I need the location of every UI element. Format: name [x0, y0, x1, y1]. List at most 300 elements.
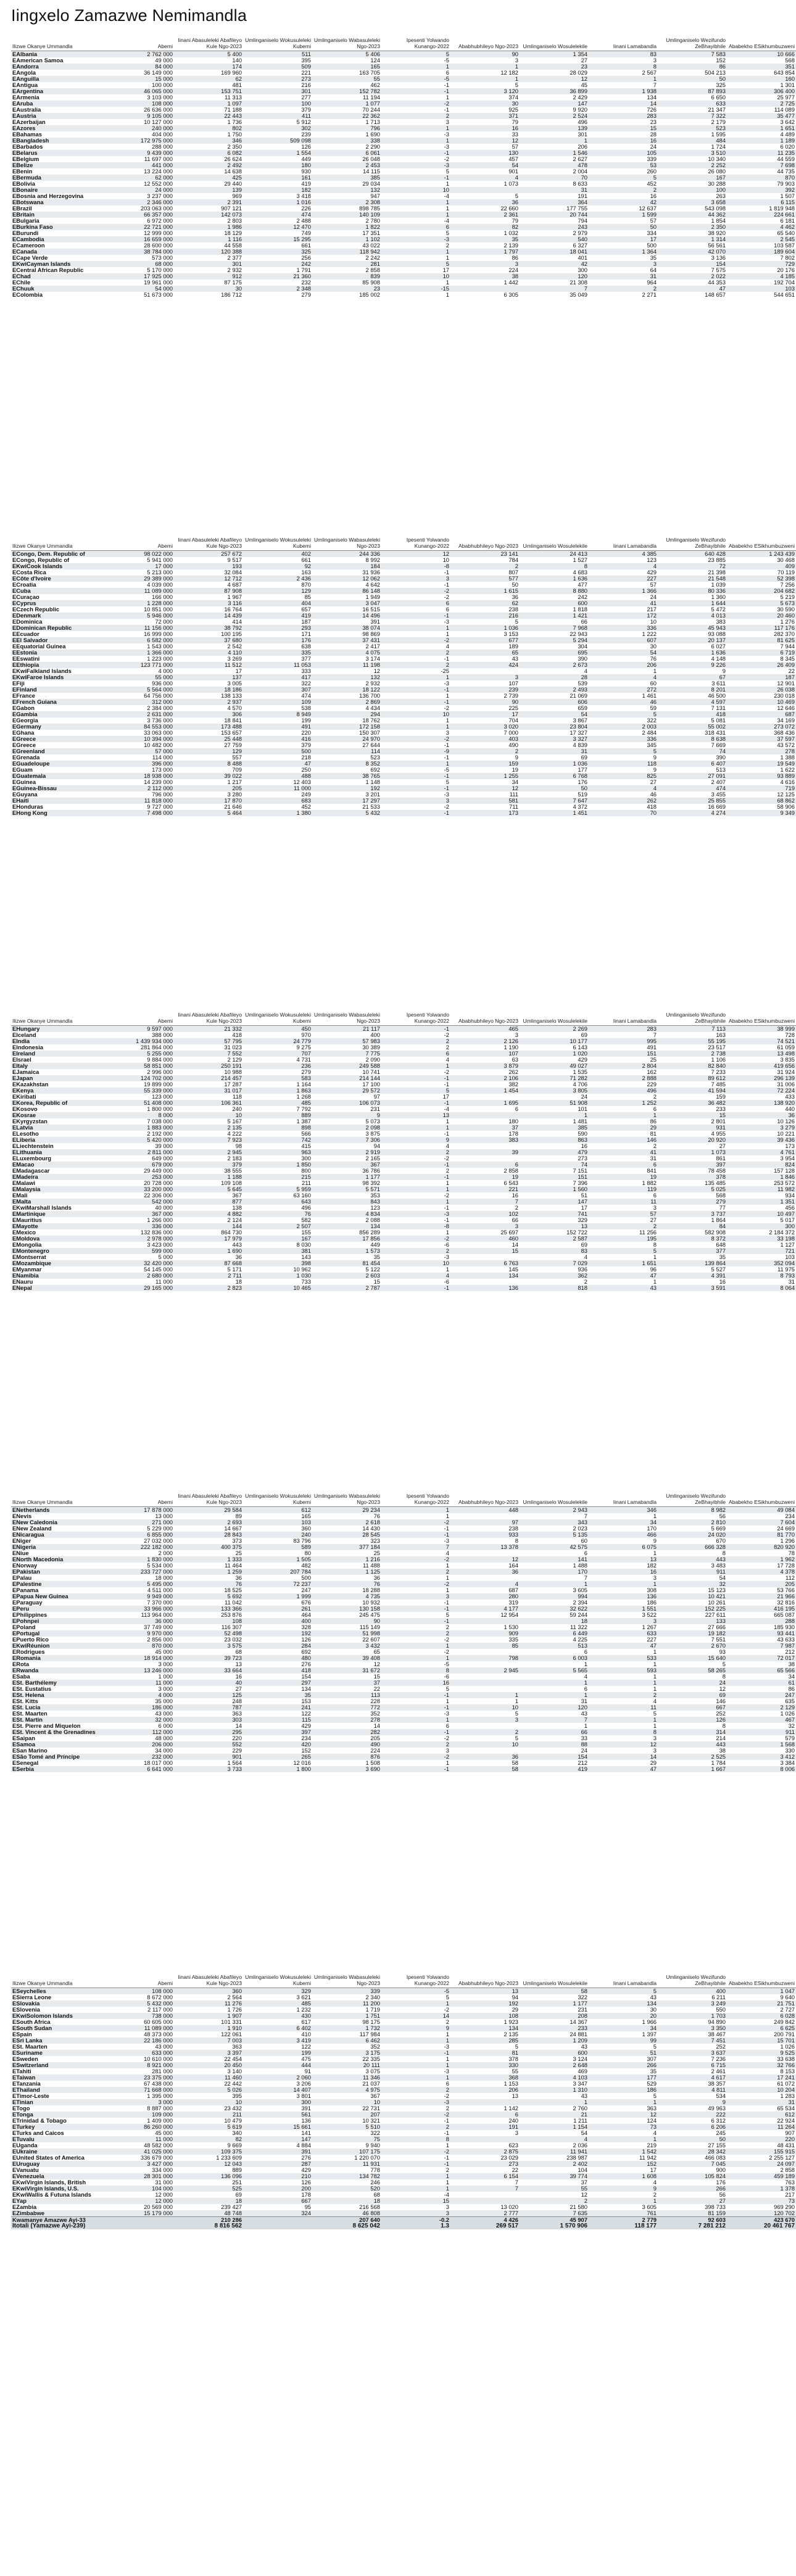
value-cell: 8 [515, 1537, 518, 1544]
value-cell: 1 380 [243, 810, 312, 816]
value-cell: 6 028 [727, 2013, 796, 2019]
value-cell: 1 [653, 1661, 657, 1667]
value-cell: 466 083 [705, 2154, 726, 2161]
value-cell: -8 [381, 1223, 450, 1229]
value-cell: 12 182 [500, 69, 518, 76]
value-cell: 5 255 000 [105, 1051, 174, 1057]
value-cell: 901 [508, 168, 518, 175]
value-cell: 36 149 000 [144, 69, 173, 76]
value-cell: 12 [520, 76, 589, 82]
value-cell: 794 [578, 217, 587, 224]
value-cell: 100 [243, 101, 312, 107]
country-name-cell: EAntigua [12, 81, 38, 88]
value-cell: 798 [450, 1655, 520, 1661]
table-row [11, 699, 796, 705]
value-cell: 49 000 [155, 57, 173, 64]
value-cell: 116 307 [221, 1624, 242, 1630]
value-cell: 124 [370, 57, 380, 64]
value-cell: 3 120 [450, 88, 520, 94]
value-cell: 123 000 [152, 1093, 173, 1100]
value-cell: 330 [785, 1747, 795, 1754]
value-cell: 5 432 000 [105, 2000, 174, 2007]
value-cell: -3 [381, 1211, 450, 1217]
value-cell: 14 [381, 2013, 450, 2019]
value-cell: 3 [450, 261, 520, 267]
value-cell: 1 [589, 1680, 658, 1686]
country-name-cell: EUruguay [11, 2161, 105, 2167]
country-name-cell: EBahamas [12, 131, 42, 138]
value-cell: 5 510 [312, 2124, 381, 2130]
value-cell: 48 431 [777, 2142, 795, 2149]
value-cell: 189 [508, 643, 518, 650]
value-cell: 300 [578, 266, 587, 273]
table-row [11, 1704, 796, 1711]
value-cell: 8 153 [780, 2068, 795, 2074]
country-name-cell: ENiue [12, 1550, 29, 1556]
value-cell: 1 020 [520, 1051, 589, 1057]
value-cell: 1 177 [520, 2000, 589, 2007]
value-cell: 98 [235, 1142, 242, 1149]
value-cell: 40 000 [155, 1204, 173, 1211]
value-cell: 277 [301, 94, 311, 101]
value-cell: 17 [442, 1093, 449, 1100]
value-cell: 36 000 [105, 1618, 174, 1624]
value-cell: 27 [650, 778, 657, 785]
value-cell: 10 482 000 [144, 741, 173, 748]
value-cell: 1 360 [711, 593, 726, 600]
value-cell: 50 [589, 224, 658, 230]
value-cell: 140 109 [312, 212, 381, 218]
value-cell: 245 475 [359, 1611, 380, 1618]
value-cell: 1 508 [365, 1759, 380, 1766]
value-cell: 1 421 [520, 613, 589, 619]
value-cell: -3 [444, 2068, 449, 2074]
value-cell: 1 177 [312, 1174, 381, 1180]
column-header: Ilizwe Okanye Ummandla [11, 1974, 105, 1988]
column-header: Ipesenti Yolwando Kunango-2022 [381, 37, 450, 51]
value-cell: -2 [444, 593, 449, 600]
value-cell: 108 [450, 2013, 520, 2019]
value-cell: 2 727 [780, 2006, 795, 2013]
value-cell: 3 020 [450, 724, 520, 730]
country-name-cell: ESouth Africa [12, 2018, 51, 2025]
column-header: Iinani Lamabandla [589, 1493, 658, 1507]
value-cell: 10 [450, 1741, 520, 1748]
value-cell: 12 999 000 [144, 229, 173, 236]
value-cell: 13 [589, 1556, 658, 1563]
value-cell: 36 [450, 199, 520, 205]
value-cell: -2 [381, 736, 450, 742]
value-cell: 80 [304, 1550, 311, 1556]
value-cell: 8 638 [658, 736, 727, 742]
value-cell: -1 [444, 569, 449, 576]
country-name-cell: EBurundi [12, 229, 39, 236]
value-cell: 2 [446, 2105, 449, 2112]
country-name-cell: EKwiCook Islands [11, 563, 105, 569]
value-cell: 9 [653, 766, 657, 773]
value-cell: 88 [520, 1741, 589, 1748]
total-value-cell [243, 2223, 312, 2229]
value-cell: 27 [719, 1142, 726, 1149]
country-name-cell: ECyprus [11, 600, 105, 606]
country-name-cell: EBangladesh [11, 138, 105, 144]
value-cell: 241 [243, 1704, 312, 1711]
value-cell: 90 [450, 51, 520, 58]
column-header: Iinani Abasuleleki Abafileyo Kule Ngo-2023 [174, 1493, 243, 1507]
value-cell: 81 625 [727, 637, 796, 643]
value-cell: 1 [589, 2099, 658, 2105]
value-cell: 1 [381, 674, 450, 680]
value-cell: 3 605 [573, 1587, 587, 1593]
value-cell: 5 171 [227, 1266, 242, 1273]
value-cell: 661 [301, 242, 311, 249]
value-cell: 1 097 [174, 101, 243, 107]
value-cell: 31 017 [174, 1088, 243, 1094]
value-cell: 500 [647, 242, 657, 249]
value-cell: 83 [520, 1248, 589, 1254]
value-cell: 14 [589, 101, 658, 107]
value-cell: 1 615 [450, 588, 520, 594]
country-name-cell: ESri Lanka [11, 2037, 105, 2044]
value-cell: -1 [381, 687, 450, 693]
value-cell: 152 [589, 2161, 658, 2167]
value-cell: 5 [653, 2043, 657, 2050]
value-cell: 4 372 [573, 803, 587, 810]
total-value-cell: 8 816 562 [174, 2223, 243, 2229]
value-cell: 7 552 [174, 1051, 243, 1057]
value-cell: -1 [381, 1075, 450, 1081]
value-cell: 6 027 [711, 643, 726, 650]
value-cell: 68 [235, 1648, 242, 1655]
value-cell: 132 [312, 674, 381, 680]
value-cell: 126 [301, 143, 311, 150]
value-cell: 283 [589, 113, 658, 119]
value-cell: -1 [381, 2050, 450, 2056]
value-cell: 11 000 [105, 2136, 174, 2142]
value-cell: 1 220 070 [354, 2154, 380, 2161]
value-cell: 449 [370, 1241, 380, 1248]
table-row [11, 2099, 796, 2105]
value-cell: 216 568 [359, 2203, 380, 2210]
country-name-cell: EChuuk [11, 286, 105, 292]
country-name-cell: ECroatia [12, 581, 36, 588]
value-cell: 351 [727, 64, 796, 70]
value-cell: 281 864 000 [140, 1044, 173, 1051]
value-cell: 1 189 [727, 138, 796, 144]
value-cell: 2 680 000 [105, 1273, 174, 1279]
value-cell: 3 [381, 798, 450, 804]
value-cell: 17 000 [105, 563, 174, 569]
value-cell: -2 [444, 1155, 449, 1162]
value-cell: 84 553 000 [105, 724, 174, 730]
value-cell: 249 588 [312, 1063, 381, 1069]
value-cell: 100 000 [152, 81, 173, 88]
value-cell: 772 [312, 1704, 381, 1711]
value-cell: 48 582 000 [144, 2142, 173, 2149]
value-cell: 2 [589, 1692, 658, 1698]
value-cell: 38 555 [224, 1167, 242, 1174]
table-row [11, 1686, 796, 1692]
value-cell: 59 244 [570, 1611, 587, 1618]
value-cell: 240 [232, 1105, 242, 1112]
value-cell: 1 142 [504, 2105, 518, 2112]
value-cell: 5 959 [243, 1186, 312, 1192]
value-cell: 336 [589, 736, 658, 742]
table-row [11, 674, 796, 680]
value-cell: 19 [450, 1174, 520, 1180]
value-cell: 2 [520, 2198, 589, 2204]
value-cell: 78 458 [708, 1167, 726, 1174]
value-cell: 186 712 [221, 291, 242, 298]
value-cell: 329 [578, 1216, 587, 1223]
column-header: Umlinganiselo Wabasuleleki Ngo-2023 [312, 1012, 381, 1026]
value-cell: 29 165 000 [105, 1285, 174, 1291]
value-cell: 31 023 [224, 1044, 242, 1051]
value-cell: 30 [174, 286, 243, 292]
value-cell: 173 [785, 1142, 795, 1149]
value-cell: 2 545 [727, 236, 796, 242]
country-name-cell: EGreece [11, 736, 105, 742]
value-cell: 3 [446, 1747, 449, 1754]
value-cell: 6 [446, 2080, 449, 2087]
value-cell: 129 [243, 588, 312, 594]
table-row [11, 2210, 796, 2217]
value-cell: 239 [301, 131, 311, 138]
value-cell: 28 [650, 131, 657, 138]
total-value-cell: 1.3 [381, 2223, 450, 2229]
country-name-cell: EKosovo [12, 1105, 38, 1112]
value-cell: 398 733 [705, 2203, 726, 2210]
value-cell: 4 [450, 1581, 520, 1587]
value-cell: 8 [589, 1729, 658, 1735]
value-cell: 56 [719, 1513, 726, 1519]
value-cell: 2 [381, 650, 450, 656]
value-cell: 861 [716, 1155, 726, 1162]
value-cell: 123 771 000 [105, 662, 174, 668]
value-cell: 3 249 [658, 2000, 727, 2007]
value-cell: 234 [785, 1513, 795, 1519]
value-cell: 3 075 [365, 2068, 380, 2074]
total-value-cell: 7 281 212 [658, 2223, 727, 2229]
table-row [11, 724, 796, 730]
value-cell: 1 651 [589, 1260, 658, 1266]
value-cell: 166 000 [152, 593, 173, 600]
value-cell: 3 000 [158, 1661, 173, 1667]
value-cell: 1 [381, 138, 450, 144]
value-cell: 496 [589, 1088, 658, 1094]
value-cell: 43 000 [155, 2043, 173, 2050]
value-cell: 12 901 [777, 680, 795, 687]
value-cell: 81 454 [312, 1260, 381, 1266]
value-cell: 51 673 000 [144, 291, 173, 298]
table-row [11, 1692, 796, 1698]
value-cell: 8 949 [243, 711, 312, 717]
value-cell: 520 [312, 2186, 381, 2192]
table-row [11, 594, 796, 600]
value-cell: 13 [512, 2092, 518, 2099]
value-cell: 72 000 [155, 618, 173, 625]
value-cell: 418 [243, 1667, 312, 1674]
table-row [11, 650, 796, 656]
value-cell: 152 722 [566, 1229, 587, 1236]
value-cell: 550 [716, 2006, 726, 2013]
value-cell: 115 149 [359, 1624, 380, 1630]
column-header: Abemi [105, 1493, 174, 1507]
value-cell: 469 [578, 2068, 587, 2074]
table-row [11, 625, 796, 631]
country-name-cell: ESpain [12, 2031, 32, 2037]
value-cell: 20 728 000 [144, 1179, 173, 1186]
value-cell: 22 [512, 2166, 518, 2173]
value-cell: 352 094 [727, 1260, 796, 1266]
value-cell: 1 030 [243, 1273, 312, 1279]
value-cell: 29 [589, 1125, 658, 1131]
value-cell: -3 [444, 618, 449, 625]
value-cell: 2 945 [450, 1667, 520, 1674]
value-cell: 623 [508, 2142, 518, 2149]
value-cell: 27 644 [362, 741, 380, 748]
value-cell: 21 751 [727, 2000, 796, 2007]
value-cell: 936 000 [152, 680, 173, 687]
value-cell: 540 [520, 236, 589, 242]
value-cell: 889 [243, 1112, 312, 1118]
value-cell: 73 [727, 2198, 796, 2204]
table-row [11, 205, 796, 212]
value-cell: 14 [235, 1722, 242, 1729]
value-cell: 936 [578, 1266, 587, 1273]
value-cell: -1 [444, 655, 449, 662]
value-cell: 12 000 [105, 2198, 174, 2204]
value-cell: 711 [509, 803, 518, 810]
country-name-cell: ECambodia [11, 236, 105, 242]
country-name-cell: EPuerto Rico [12, 1636, 49, 1643]
value-cell: 29 034 [362, 180, 380, 187]
country-name-cell: EPapua New Guinea [11, 1593, 105, 1600]
value-cell: 2 888 [589, 1075, 658, 1081]
value-cell: 19 [589, 1174, 658, 1180]
value-cell: 5 [653, 1710, 657, 1717]
value-cell: 6 [446, 606, 449, 613]
value-cell: 430 [243, 2013, 312, 2019]
value-cell: 46 [650, 791, 657, 798]
value-cell: 125 [174, 1692, 243, 1698]
value-cell: 5 406 [312, 51, 381, 58]
table-row [11, 2204, 796, 2210]
value-cell: 82 [450, 224, 520, 230]
value-cell: 4 378 [727, 1569, 796, 1575]
value-cell: 7 802 [780, 254, 795, 261]
value-cell: 78 [788, 1550, 795, 1556]
value-cell: 58 851 000 [105, 1063, 174, 1069]
value-cell: 20 111 [312, 2062, 381, 2068]
value-cell: 2 429 [573, 94, 587, 101]
value-cell: 261 [243, 1606, 312, 1612]
table-row [11, 643, 796, 650]
value-cell: 1 999 [243, 1593, 312, 1600]
value-cell: 11 156 000 [105, 625, 174, 631]
value-cell: 901 [174, 1754, 243, 1760]
value-cell: 29 [512, 2006, 518, 2013]
country-name-cell: ELiechtenstein [12, 1142, 54, 1149]
value-cell: 5 [446, 778, 449, 785]
value-cell: 6 763 [450, 1260, 520, 1266]
value-cell: 1 [381, 724, 450, 730]
value-cell: 12 [589, 1741, 658, 1748]
value-cell: 6 650 [711, 94, 726, 101]
value-cell: 41 025 000 [105, 2149, 174, 2155]
value-cell: 199 [301, 717, 311, 724]
table-row [11, 631, 796, 637]
value-cell [450, 1550, 520, 1556]
value-cell: 43 [650, 1994, 657, 2000]
value-cell: 70 [520, 175, 589, 181]
value-cell [450, 1686, 520, 1692]
value-cell: 24 [650, 143, 657, 150]
value-cell: 500 [243, 748, 312, 754]
value-cell: 3 455 [711, 791, 726, 798]
value-cell: -3 [444, 1253, 449, 1260]
column-header: Iinani Abasuleleki Abafileyo Kule Ngo-2023 [174, 1974, 243, 1988]
value-cell: 1 791 [296, 266, 311, 273]
value-cell: 970 [301, 1031, 311, 1038]
value-cell: 509 [243, 64, 312, 70]
table-row [11, 1044, 796, 1051]
value-cell: 1 751 [312, 2013, 381, 2019]
value-cell: 1 644 [658, 600, 727, 606]
value-cell: 1 [446, 2055, 449, 2062]
value-cell: 8 006 [727, 1766, 796, 1772]
value-cell: 303 [174, 1717, 243, 1723]
value-cell: 4 706 [573, 1081, 587, 1088]
value-cell: 2 [446, 2018, 449, 2025]
value-cell: 81 [650, 1130, 657, 1137]
value-cell: 5 [589, 711, 658, 717]
value-cell: 153 657 [221, 729, 242, 736]
value-cell: 7 [520, 286, 589, 292]
value-cell: 1 439 934 000 [105, 1038, 174, 1044]
value-cell: 69 [658, 1692, 727, 1698]
value-cell [450, 1748, 520, 1754]
table-row [11, 1032, 796, 1038]
value-cell: 1 [381, 2173, 450, 2179]
value-cell: 582 [301, 1216, 311, 1223]
value-cell: 5 122 [365, 1266, 380, 1273]
value-cell: 802 [174, 125, 243, 131]
value-cell: 443 [658, 1556, 727, 1563]
table-row [11, 292, 796, 298]
value-cell: 459 189 [727, 2173, 796, 2179]
value-cell: 3 280 [227, 791, 242, 798]
value-cell: 69 [581, 1031, 587, 1038]
country-name-cell: ENew Zealand [12, 1525, 52, 1532]
value-cell: 239 427 [221, 2203, 242, 2210]
value-cell: 61 072 [777, 2080, 795, 2087]
value-cell: 352 [370, 2043, 380, 2050]
value-cell: 1 283 [780, 2092, 795, 2099]
value-cell: 1 188 [174, 1174, 243, 1180]
value-cell: 1 [381, 1063, 450, 1069]
value-cell: 66 357 000 [105, 212, 174, 218]
table-row [11, 1532, 796, 1538]
value-cell: -3 [444, 1537, 449, 1544]
value-cell: 134 [589, 2000, 658, 2007]
value-cell: 64 [650, 266, 657, 273]
value-cell: 3 000 [158, 1685, 173, 1692]
value-cell: 5 420 000 [105, 1137, 174, 1143]
value-cell: 3 206 [296, 2080, 311, 2087]
value-cell: 306 400 [727, 88, 796, 94]
value-cell: 4 570 [227, 704, 242, 711]
